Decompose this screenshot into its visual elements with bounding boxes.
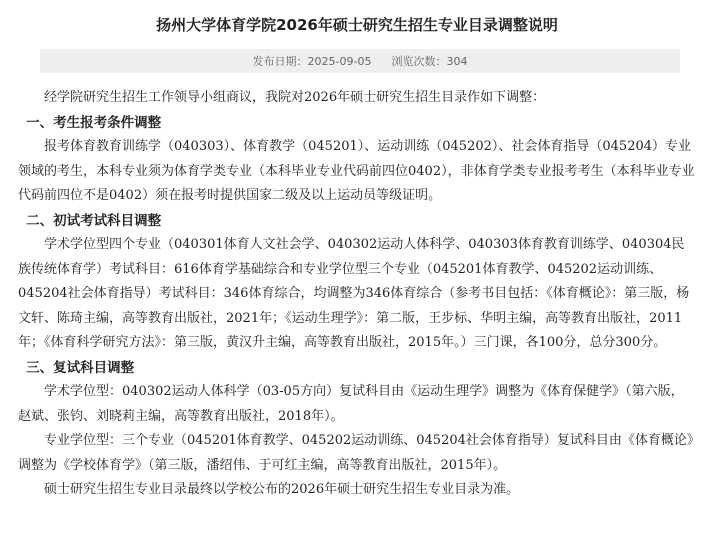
article-meta-bar: [40, 49, 680, 73]
publish-date-value: 2025-09-05: [307, 55, 372, 68]
article-title: 扬州大学体育学院2026年硕士研究生招生专业目录调整说明: [156, 16, 558, 34]
section-heading-initial-exam: 二、初试考试科目调整: [26, 212, 162, 229]
view-count-label: 浏览次数：: [391, 55, 447, 68]
publish-date-info: [253, 53, 372, 69]
view-count-info: [391, 53, 467, 69]
article-body: [18, 86, 696, 503]
section-heading-retest: 三、复试科目调整: [26, 359, 135, 376]
closing-paragraph: 硕士研究生招生专业目录最终以学校公布的2026年硕士研究生招生专业目录为准。: [44, 482, 520, 497]
view-count-value: 304: [446, 55, 468, 68]
intro-paragraph: 经学院研究生招生工作领导小组商议，我院对2026年硕士研究生招生目录作如下调整：: [44, 90, 546, 105]
retest-academic-paragraph: 学术学位型：040302运动人体科学（03-05方向）复试科目由《运动生理学》调整为《体育保健学》（第六版，赵斌、张钧、刘晓莉主编，高等教育出版社，2018年）。: [18, 384, 684, 424]
retest-professional-paragraph: 专业学位型：三个专业（045201体育教学、045202运动训练、045204社会体育指导）复试科目由《体育概论》调整为《学校体育学》（第三版，潘绍伟、于可红主编，高等教育出版社，2015年）。: [18, 433, 694, 473]
initial-exam-paragraph: 学术学位型四个专业（040301体育人文社会学、040302运动人体科学、040303体育教育训练学、040304民族传统体育学）考试科目：616体育学基础综合和专业学位型三个专业（045201体育教学、045202运动训练、045204社会体育指导）考试科目：346体育综合，均调整为346体育综合（参考书目包括：《体育概论》：第三版，杨文轩、陈琦主编，高等教育出版社，2021年；《运动生理学》：第二版，王步标、华明主编，高等教育出版社，2011年；《体育科学研究方法》：第三版，黄汉升主编，高等教育出版社，2015年。）三门课，各100分，总分300分。: [18, 237, 690, 350]
eligibility-paragraph: 报考体育教育训练学（040303）、体育教学（045201）、运动训练（045202）、社会体育指导（045204）专业领域的考生，本科专业须为体育学类专业（本科毕业专业代码前四位0402），非体育学类专业报考考生（本科毕业专业代码前四位不是0402）须在报考时提供国家二级及以上运动员等级证明。: [18, 139, 695, 203]
publish-date-label: 发布日期：: [252, 55, 308, 68]
section-heading-eligibility: 一、考生报考条件调整: [26, 114, 162, 131]
